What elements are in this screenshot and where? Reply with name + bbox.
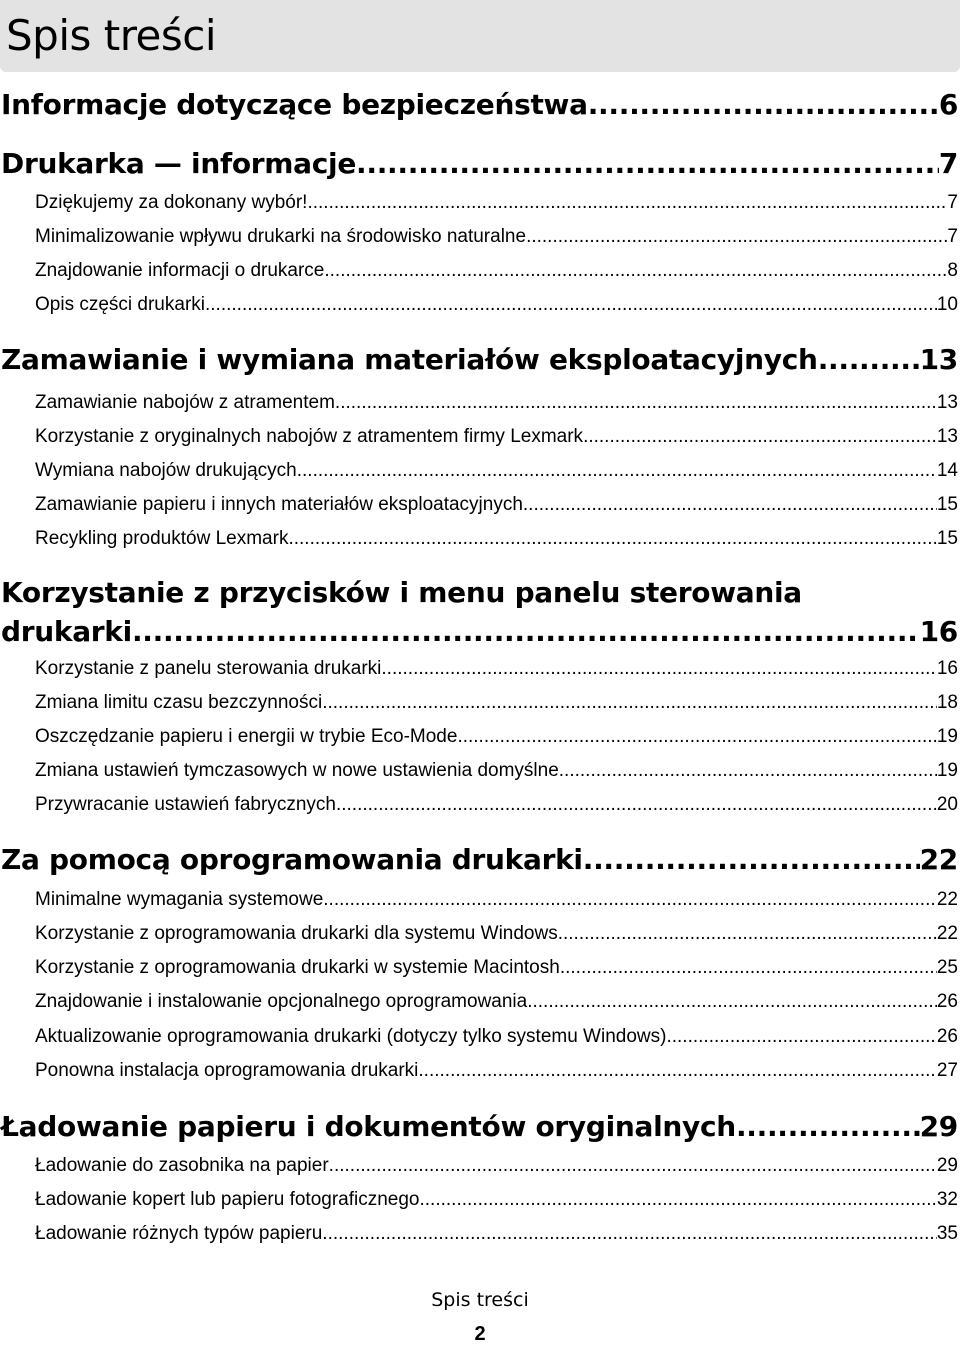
footer-page-number: 2: [474, 1323, 486, 1345]
toc-section-software[interactable]: [1, 843, 958, 877]
toc-entry[interactable]: [35, 759, 958, 783]
toc-leader: [583, 843, 920, 877]
toc-leader: [307, 191, 947, 215]
toc-leader: [132, 615, 920, 649]
toc-leader: [418, 1059, 936, 1083]
toc-page-number: 26: [936, 1026, 958, 1047]
toc-entry-title: Ładowanie do zasobnika na papier: [35, 1155, 329, 1176]
toc-page-number: 14: [936, 460, 958, 481]
toc-section-title: Informacje dotyczące bezpieczeństwa: [1, 88, 588, 121]
toc-leader: [329, 1154, 937, 1178]
toc-page-number: 10: [936, 294, 958, 315]
toc-page-number: 32: [936, 1189, 958, 1210]
toc-page-number: 20: [936, 794, 958, 815]
toc-leader: [457, 725, 936, 749]
toc-leader: [356, 147, 939, 181]
toc-entry-title: Dziękujemy za dokonany wybór!: [35, 192, 308, 213]
toc-section-title: Ładowanie papieru i dokumentów oryginalnych: [1, 1110, 736, 1143]
toc-entry-title: Aktualizowanie oprogramowania drukarki (dotyczy tylko systemu Windows): [35, 1026, 667, 1047]
toc-entry-title: Zamawianie nabojów z atramentem: [35, 392, 335, 413]
toc-section-title-line1: Korzystanie z przycisków i menu panelu sterowania: [1, 576, 802, 609]
toc-page-number: 18: [936, 692, 958, 713]
toc-leader: [324, 259, 947, 283]
toc-leader: [666, 1025, 936, 1049]
toc-entry-title: Ładowanie kopert lub papieru fotograficznego: [35, 1189, 420, 1210]
toc-entry[interactable]: [35, 259, 958, 283]
toc-entry[interactable]: [35, 1025, 958, 1049]
toc-page-number: 13: [936, 426, 958, 447]
toc-section-printer-info[interactable]: [1, 147, 958, 181]
toc-leader: [558, 922, 937, 946]
toc-page-number: 25: [936, 957, 958, 978]
toc-page-number: 7: [947, 226, 958, 247]
toc-leader: [322, 1222, 937, 1246]
toc-entry[interactable]: [35, 191, 958, 215]
toc-entry[interactable]: [35, 888, 958, 912]
toc-entry-title: Przywracanie ustawień fabrycznych: [35, 794, 336, 815]
toc-page-number: 22: [936, 923, 958, 944]
toc-entry[interactable]: [35, 990, 958, 1014]
footer-section-label: Spis treści: [431, 1289, 529, 1311]
toc-entry-title: Zmiana ustawień tymczasowych w nowe ustawienia domyślne: [35, 760, 559, 781]
toc-entry-title: Opis części drukarki: [35, 294, 205, 315]
toc-leader: [288, 527, 936, 551]
toc-entry-title: Wymiana nabojów drukujących: [35, 460, 297, 481]
toc-page-number: 8: [947, 260, 958, 281]
toc-entry[interactable]: [35, 922, 958, 946]
toc-entry-title: Minimalizowanie wpływu drukarki na środowisko naturalne: [35, 226, 527, 247]
toc-page-number: 13: [919, 343, 958, 376]
toc-entry[interactable]: [35, 725, 958, 749]
toc-page-number: 22: [919, 843, 958, 876]
toc-page-number: 19: [936, 726, 958, 747]
toc-entry-title: Znajdowanie i instalowanie opcjonalnego oprogramowania: [35, 991, 528, 1012]
toc-entry[interactable]: [35, 793, 958, 817]
toc-entry[interactable]: [35, 293, 958, 317]
title-bar: [0, 0, 960, 72]
toc-entry-title: Korzystanie z panelu sterowania drukarki: [35, 658, 382, 679]
toc-entry-title: Recykling produktów Lexmark: [35, 528, 289, 549]
toc-entry[interactable]: [35, 425, 958, 449]
toc-section-safety[interactable]: [1, 88, 958, 122]
toc-entry-title: Ponowna instalacja oprogramowania drukarki: [35, 1060, 419, 1081]
toc-entry[interactable]: [35, 225, 958, 249]
toc-leader: [588, 88, 939, 122]
toc-section-loading-paper[interactable]: [1, 1110, 958, 1144]
toc-page-number: 29: [936, 1155, 958, 1176]
toc-section-control-panel[interactable]: [1, 615, 958, 649]
toc-leader: [336, 793, 937, 817]
toc-section-title: Za pomocą oprogramowania drukarki: [1, 843, 583, 876]
toc-entry-title: Korzystanie z oryginalnych nabojów z atramentem firmy Lexmark: [35, 426, 584, 447]
toc-page-number: 7: [947, 192, 958, 213]
toc-leader: [297, 459, 937, 483]
toc-entry[interactable]: [35, 459, 958, 483]
toc-page-number: 6: [938, 88, 958, 121]
toc-page-number: 22: [936, 889, 958, 910]
toc-section-title: Drukarka — informacje: [1, 147, 357, 180]
toc-page-number: 7: [938, 147, 958, 180]
toc-entry[interactable]: [35, 691, 958, 715]
toc-entry[interactable]: [35, 391, 958, 415]
toc-leader: [322, 691, 937, 715]
toc-leader: [818, 343, 920, 377]
toc-entry-title: Korzystanie z oprogramowania drukarki dla systemu Windows: [35, 923, 558, 944]
toc-entry-title: Zamawianie papieru i innych materiałów eksploatacyjnych: [35, 494, 523, 515]
toc-page-number: 13: [936, 392, 958, 413]
toc-entry[interactable]: [35, 956, 958, 980]
toc-entry[interactable]: [35, 1222, 958, 1246]
toc-section-supplies[interactable]: [1, 343, 958, 377]
toc-page-number: 35: [936, 1223, 958, 1244]
page-title: Spis treści: [6, 11, 217, 60]
toc-page-number: 27: [936, 1060, 958, 1081]
toc-leader: [323, 888, 937, 912]
toc-leader: [583, 425, 937, 449]
toc-entry-title: Ładowanie różnych typów papieru: [35, 1223, 323, 1244]
toc-leader: [205, 293, 937, 317]
toc-page-number: 19: [936, 760, 958, 781]
toc-entry[interactable]: [35, 1059, 958, 1083]
toc-leader: [559, 759, 937, 783]
toc-leader: [736, 1110, 920, 1144]
toc-leader: [523, 493, 937, 517]
toc-leader: [335, 391, 937, 415]
toc-leader: [420, 1188, 937, 1212]
toc-leader: [560, 956, 937, 980]
toc-page-number: 15: [936, 528, 958, 549]
toc-page-number: 15: [936, 494, 958, 515]
toc-entry[interactable]: [35, 1188, 958, 1212]
toc-entry-title: Oszczędzanie papieru i energii w trybie Eco-Mode: [35, 726, 458, 747]
toc-entry-title: Minimalne wymagania systemowe: [35, 889, 324, 910]
toc-entry[interactable]: [35, 657, 958, 681]
toc-leader: [381, 657, 936, 681]
toc-entry-title: Zmiana limitu czasu bezczynności: [35, 692, 323, 713]
toc-leader: [526, 225, 947, 249]
toc-page-number: 26: [936, 991, 958, 1012]
toc-leader: [527, 990, 937, 1014]
toc-section-title: Zamawianie i wymiana materiałów eksploatacyjnych: [1, 343, 818, 376]
toc-entry[interactable]: [35, 527, 958, 551]
toc-page-number: 29: [919, 1110, 958, 1143]
toc-entry[interactable]: [35, 493, 958, 517]
toc-page-number: 16: [936, 658, 958, 679]
toc-entry-title: Znajdowanie informacji o drukarce: [35, 260, 325, 281]
toc-entry-title: Korzystanie z oprogramowania drukarki w systemie Macintosh: [35, 957, 560, 978]
toc-section-title: drukarki: [1, 615, 132, 648]
toc-page-number: 16: [919, 615, 958, 648]
toc-entry[interactable]: [35, 1154, 958, 1178]
